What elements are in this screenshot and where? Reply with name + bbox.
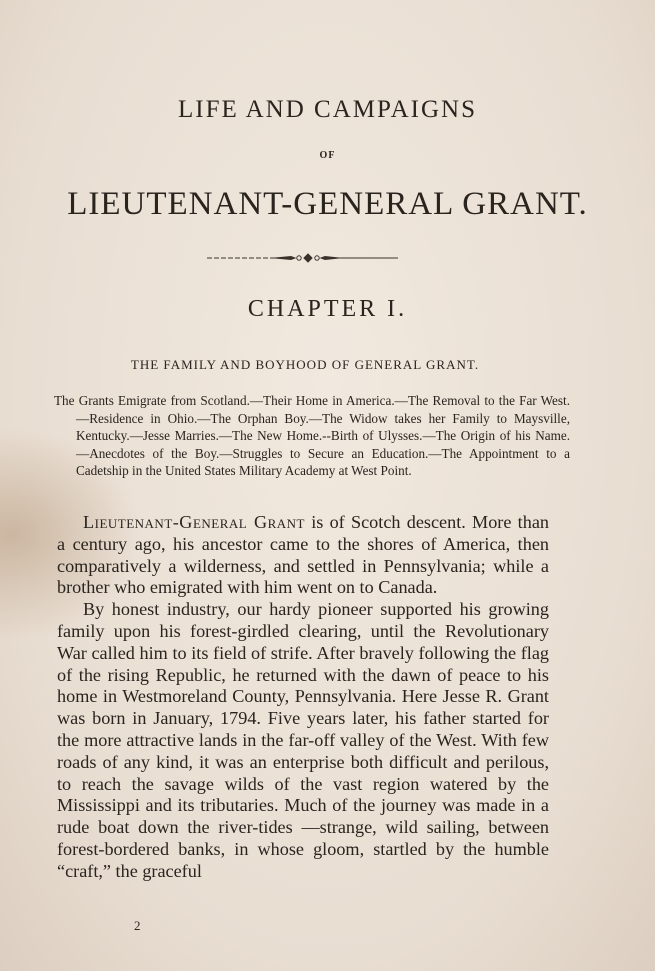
paragraph-1-text: is of Scotch descent. More than a century ago, his ancestor came to the shores of America, then comparatively a wilderness, and settled in Pennsylvania; while a brother who emigrated with him went on to Canada. [57, 512, 549, 598]
page-folio: 2 [134, 918, 141, 933]
body-text [57, 512, 549, 883]
chapter-synopsis: The Grants Emigrate from Scotland.—Their Home in America.—The Removal to the Far West.—Residence in Ohio.—The Orphan Boy.—The Widow takes her Family to Maysville, Kentucky.—Jesse Marries.—The New Home.--Birth of Ulysses.—The Origin of his Name.—Anecdotes of the Boy.—Struggles to Secure an Education.—The Appointment to a Cadetship in the United States Military Academy at West Point. [54, 393, 570, 479]
ornamental-rule [205, 252, 400, 264]
chapter-heading: CHAPTER I. [247, 296, 408, 322]
paragraph-1 [57, 512, 549, 599]
chapter-subtitle: THE FAMILY AND BOYHOOD OF GENERAL GRANT. [130, 357, 480, 372]
paragraph-lead: Lieutenant-General Grant [83, 512, 305, 532]
book-title-line1: LIFE AND CAMPAIGNS [177, 96, 477, 123]
paragraph-2: By honest industry, our hardy pioneer supported his growing family upon his forest-girdled clearing, until the Revolutionary War called him to its field of strife. After bravely following the flag of the rising Republic, he returned with the dawn of peace to his home in Westmoreland County, Pennsylvania. Here Jesse R. Grant was born in January, 1794. Five years later, his father started for the more attractive lands in the far-off valley of the West. With few roads of any kind, it was an enterprise both difficult and perilous, to reach the savage wilds of the vast region watered by the Mississippi and its tributaries. Much of the journey was made in a rude boat down the river-tides —strange, wild sailing, between forest-bordered banks, in whose gloom, startled by the humble “craft,” the graceful [57, 599, 549, 881]
book-title-of: OF [319, 150, 336, 161]
book-title-line2: LIEUTENANT-GENERAL GRANT. [67, 186, 588, 222]
